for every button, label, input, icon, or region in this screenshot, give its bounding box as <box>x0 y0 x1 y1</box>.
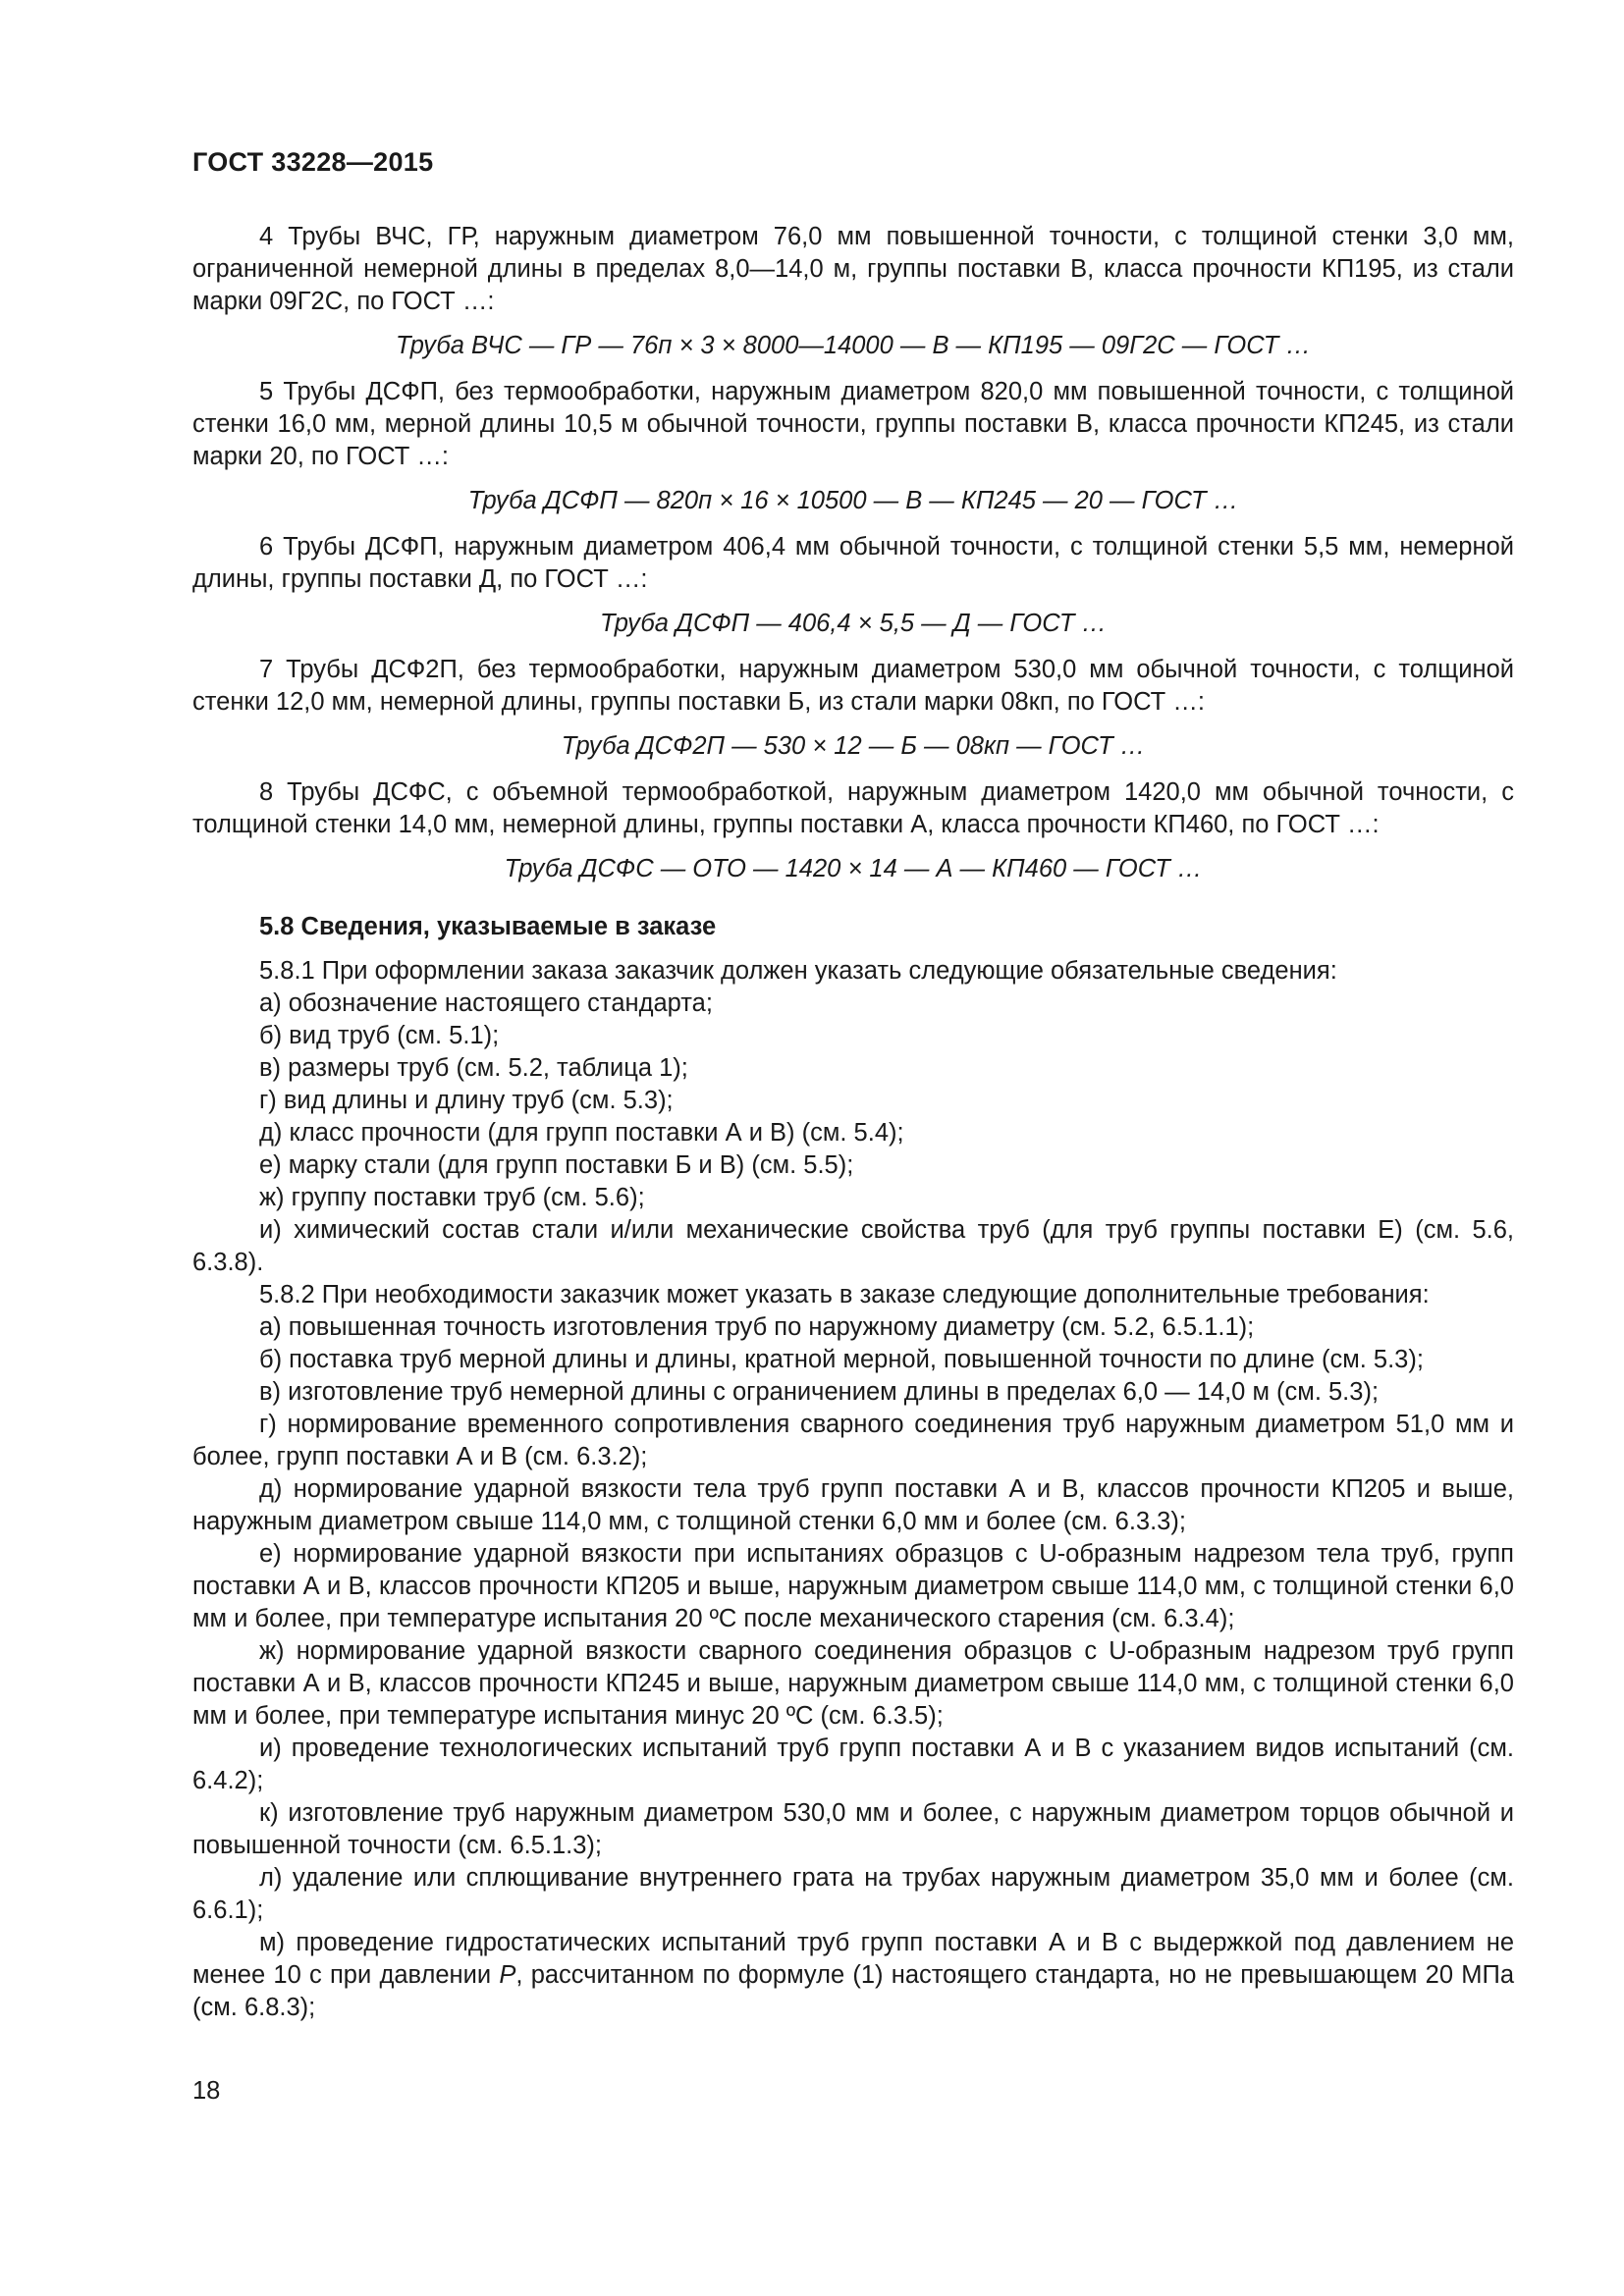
list-item: и) химический состав стали и/или механические свойства труб (для труб группы поставки Е) (см. 5.6, 6.3.8). <box>192 1216 1514 1276</box>
list-item: ж) нормирование ударной вязкости сварного соединения образцов с U-образным надрезом труб групп поставки А и В, классов прочности КП245 и выше, наружным диаметром свыше 114,0 мм, с толщиной стенки 6,0 мм и более, при температуре испытания минус 20 ºС (см. 6.3.5); <box>192 1637 1514 1730</box>
list-item: ж) группу поставки труб (см. 5.6); <box>259 1184 645 1211</box>
example-8-designation: Труба ДСФС — ОТО — 1420 × 14 — А — КП460 — ГОСТ … <box>504 855 1203 882</box>
list-item: е) марку стали (для групп поставки Б и В) (см. 5.5); <box>259 1151 854 1179</box>
list-item: д) нормирование ударной вязкости тела труб групп поставки А и В, классов прочности КП205 и выше, наружным диаметром свыше 114,0 мм, с толщиной стенки 6,0 мм и более (см. 6.3.3); <box>192 1475 1514 1535</box>
list-item: д) класс прочности (для групп поставки А и В) (см. 5.4); <box>259 1119 904 1147</box>
example-7-text: 7 Трубы ДСФ2П, без термообработки, наружным диаметром 530,0 мм обычной точности, с толщиной стенки 12,0 мм, немерной длины, группы поставки Б, из стали марки 08кп, по ГОСТ …: <box>192 656 1514 716</box>
list-item: е) нормирование ударной вязкости при испытаниях образцов с U-образным надрезом тела труб, групп поставки А и В, классов прочности КП205 и выше, наружным диаметром свыше 114,0 мм, с толщиной стенки 6,0 мм и более, при температуре испытания 20 ºС после механического старения (см. 6.3.4); <box>192 1540 1514 1632</box>
list-item: л) удаление или сплющивание внутреннего грата на трубах наружным диаметром 35,0 мм и более (см. 6.6.1); <box>192 1864 1514 1924</box>
example-4-designation: Труба ВЧС — ГР — 76п × 3 × 8000—14000 — В — КП195 — 09Г2С — ГОСТ … <box>396 332 1311 359</box>
list-item: б) вид труб (см. 5.1); <box>259 1022 500 1049</box>
list-item: и) проведение технологических испытаний труб групп поставки А и В с указанием видов испытаний (см. 6.4.2); <box>192 1735 1514 1794</box>
clause-5-8-2-intro: 5.8.2 При необходимости заказчик может указать в заказе следующие дополнительные требования: <box>259 1281 1430 1308</box>
list-item-text-after: , рассчитанном по формуле (1) настоящего стандарта, но не превышающем 20 МПа (см. 6.8.3); <box>192 1961 1515 2021</box>
list-item-pressure <box>192 1927 1514 2024</box>
example-5-text: 5 Трубы ДСФП, без термообработки, наружным диаметром 820,0 мм повышенной точности, с толщиной стенки 16,0 мм, мерной длины 10,5 м обычной точности, группы поставки В, класса прочности КП245, из стали марки 20, по ГОСТ …: <box>192 378 1514 470</box>
document-body <box>192 221 1514 2024</box>
list-item: в) размеры труб (см. 5.2, таблица 1); <box>259 1054 688 1082</box>
page-number: 18 <box>192 2077 221 2105</box>
example-5-designation: Труба ДСФП — 820п × 16 × 10500 — В — КП245 — 20 — ГОСТ … <box>467 487 1239 514</box>
list-item: г) нормирование временного сопротивления сварного соединения труб наружным диаметром 51,0 мм и более, групп поставки А и В (см. 6.3.2); <box>192 1411 1514 1470</box>
example-4-text: 4 Трубы ВЧС, ГР, наружным диаметром 76,0 мм повышенной точности, с толщиной стенки 3,0 мм, ограниченной немерной длины в пределах 8,0—14,0 м, группы поставки В, класса прочности КП195, из стали марки 09Г2С, по ГОСТ …: <box>192 223 1514 315</box>
example-7-designation: Труба ДСФ2П — 530 × 12 — Б — 08кп — ГОСТ … <box>561 732 1146 760</box>
pressure-variable: Р <box>499 1961 516 1989</box>
list-item: б) поставка труб мерной длины и длины, кратной мерной, повышенной точности по длине (см. 5.3); <box>259 1346 1424 1373</box>
example-6-text: 6 Трубы ДСФП, наружным диаметром 406,4 мм обычной точности, с толщиной стенки 5,5 мм, немерной длины, группы поставки Д, по ГОСТ …: <box>192 533 1514 593</box>
list-item: а) обозначение настоящего стандарта; <box>259 989 713 1017</box>
clause-5-8-1-intro: 5.8.1 При оформлении заказа заказчик должен указать следующие обязательные сведения: <box>259 957 1337 985</box>
list-item: а) повышенная точность изготовления труб по наружному диаметру (см. 5.2, 6.5.1.1); <box>259 1313 1255 1341</box>
list-item: в) изготовление труб немерной длины с ограничением длины в пределах 6,0 — 14,0 м (см. 5.3); <box>259 1378 1380 1406</box>
document-header: ГОСТ 33228—2015 <box>192 147 434 177</box>
list-item-text-before: м) проведение гидростатических испытаний труб групп поставки А и В с выдержкой под давлением не менее 10 с при давлении <box>192 1929 1514 1989</box>
list-item: г) вид длины и длину труб (см. 5.3); <box>259 1087 674 1114</box>
example-6-designation: Труба ДСФП — 406,4 × 5,5 — Д — ГОСТ … <box>600 610 1107 637</box>
example-8-text: 8 Трубы ДСФС, с объемной термообработкой, наружным диаметром 1420,0 мм обычной точности, с толщиной стенки 14,0 мм, немерной длины, группы поставки А, класса прочности КП460, по ГОСТ …: <box>192 778 1514 838</box>
section-title: 5.8 Сведения, указываемые в заказе <box>259 913 717 940</box>
list-item: к) изготовление труб наружным диаметром 530,0 мм и более, с наружным диаметром торцов обычной и повышенной точности (см. 6.5.1.3); <box>192 1799 1514 1859</box>
